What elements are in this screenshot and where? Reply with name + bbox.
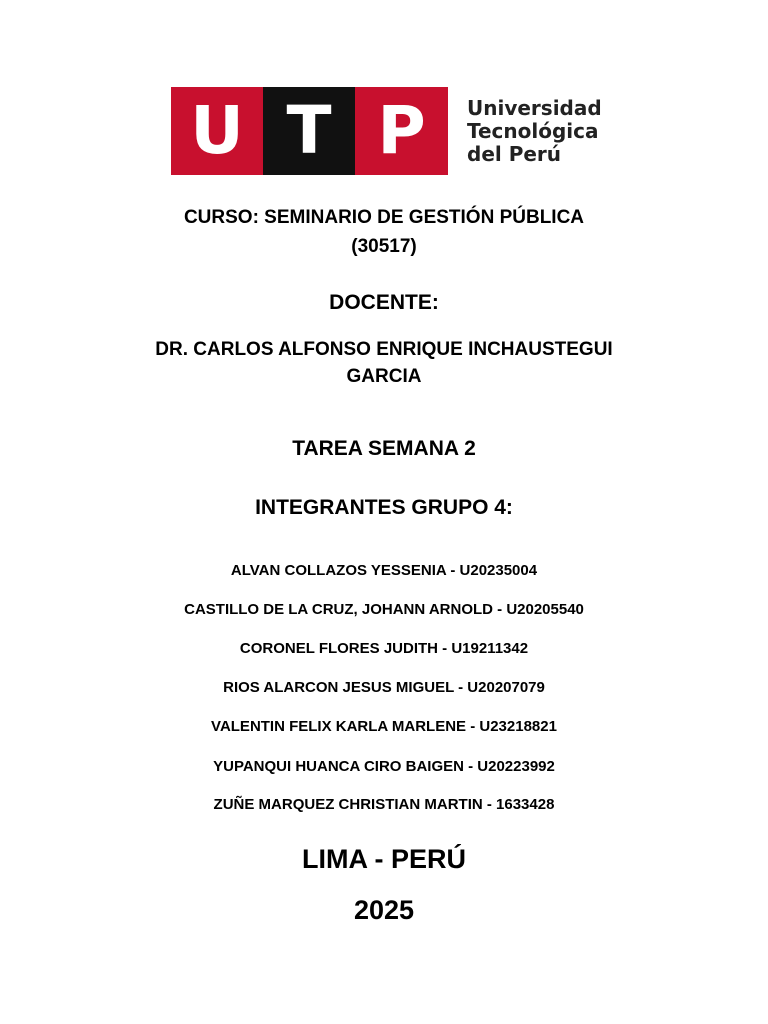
docente-name-line-1: DR. CARLOS ALFONSO ENRIQUE INCHAUSTEGUI <box>155 339 613 360</box>
place: LIMA - PERÚ <box>302 844 466 874</box>
utp-logo <box>171 87 602 175</box>
logo-letter-u: U <box>171 87 263 175</box>
member-7: ZUÑE MARQUEZ CHRISTIAN MARTIN - 1633428 <box>213 796 555 813</box>
docente-label: DOCENTE: <box>329 291 439 314</box>
task-title: TAREA SEMANA 2 <box>292 437 476 460</box>
member-5: VALENTIN FELIX KARLA MARLENE - U23218821 <box>211 718 557 735</box>
logo-letter-t: T <box>263 87 355 175</box>
member-6: YUPANQUI HUANCA CIRO BAIGEN - U20223992 <box>213 758 555 775</box>
member-2: CASTILLO DE LA CRUZ, JOHANN ARNOLD - U20205540 <box>184 601 584 618</box>
year: 2025 <box>353 895 415 925</box>
group-title: INTEGRANTES GRUPO 4: <box>255 496 513 519</box>
logo-name-line-3: del Perú <box>467 141 562 166</box>
member-3: CORONEL FLORES JUDITH - U19211342 <box>239 640 529 657</box>
member-1: ALVAN COLLAZOS YESSENIA - U20235004 <box>230 562 538 579</box>
docente-name-line-2: GARCIA <box>346 366 422 387</box>
logo-university-name <box>467 87 602 175</box>
course-title-line-2: (30517) <box>351 236 417 257</box>
logo-name-line-2: Tecnológica <box>467 118 599 143</box>
course-title-line-1: CURSO: SEMINARIO DE GESTIÓN PÚBLICA <box>183 207 585 228</box>
logo-name-line-1: Universidad <box>467 95 602 120</box>
member-4: RIOS ALARCON JESUS MIGUEL - U20207079 <box>223 679 545 696</box>
logo-letter-p: P <box>355 87 448 175</box>
